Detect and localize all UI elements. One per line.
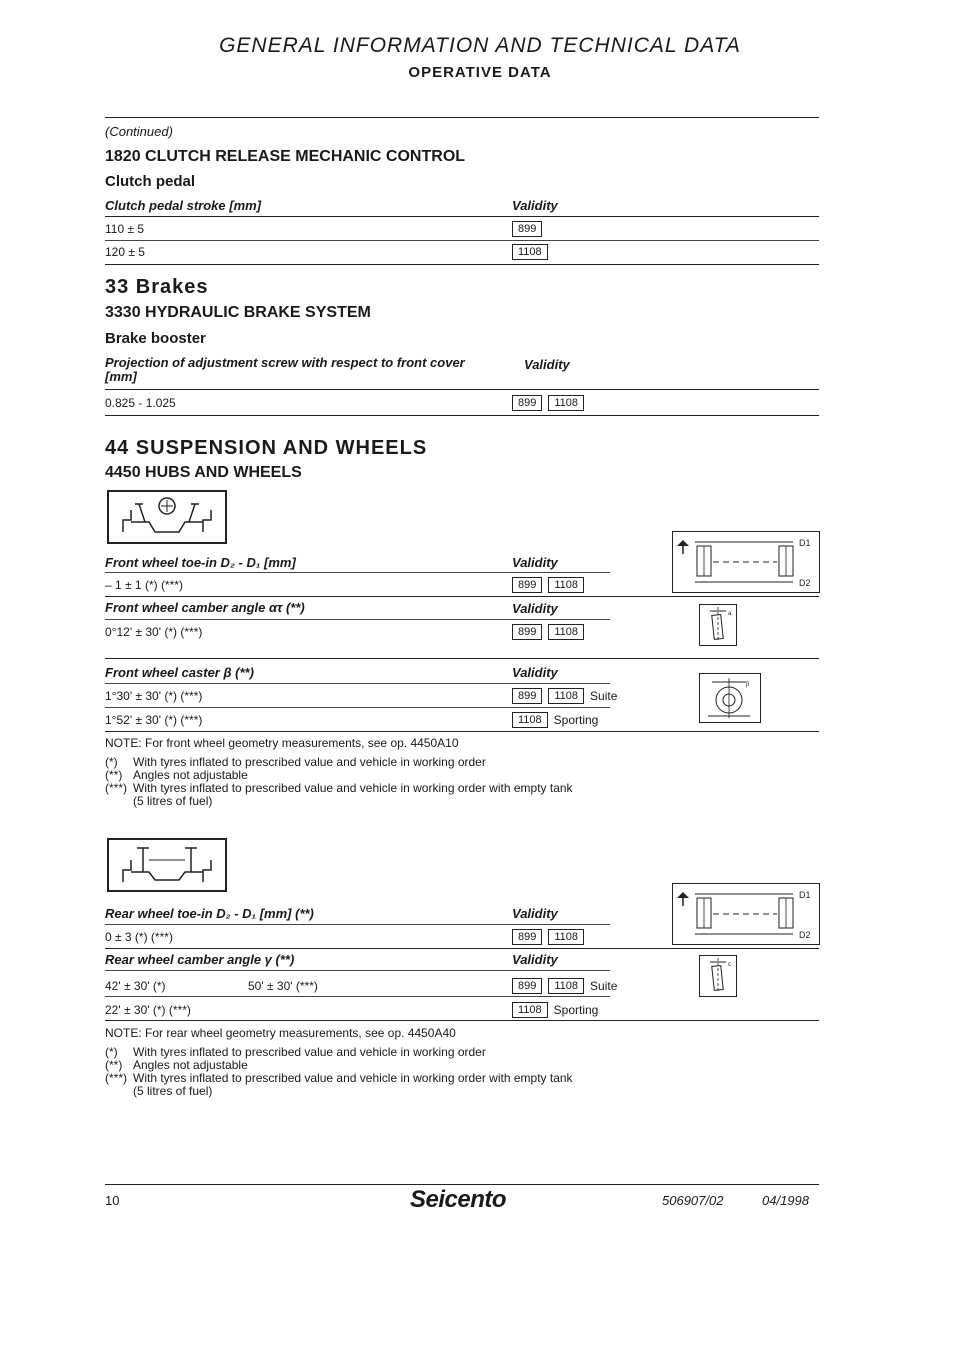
footer-rule	[105, 1184, 819, 1185]
rear-camber-validity-2	[512, 1002, 598, 1018]
clutch-section-title: 1820 CLUTCH RELEASE MECHANIC CONTROL	[105, 148, 466, 165]
footnote-key: (***)	[105, 781, 128, 795]
validity-code: 899	[512, 395, 542, 411]
validity-code: 899	[512, 221, 542, 237]
d2-label: D2	[799, 578, 811, 588]
rear-toe-validity-header: Validity	[512, 906, 558, 921]
version-label: Sporting	[553, 1003, 599, 1017]
divider	[105, 216, 819, 217]
footnote-text: (5 litres of fuel)	[133, 1084, 213, 1098]
rear-geometry-note: NOTE: For rear wheel geometry measurements, see op. 4450A40	[105, 1026, 456, 1040]
document-code: 506907/02	[662, 1193, 724, 1208]
rear-footnotes	[105, 1046, 745, 1098]
footnote-key: (*)	[105, 755, 118, 769]
rear-camber-validity-header: Validity	[512, 952, 558, 967]
suspension-section-title: 4450 HUBS AND WHEELS	[105, 464, 302, 481]
continued-label: (Continued)	[105, 124, 173, 139]
param-line-2: [mm]	[105, 369, 137, 384]
brakes-validity-header: Validity	[524, 357, 570, 372]
front-caster-validity-2	[512, 712, 598, 728]
page-title: GENERAL INFORMATION AND TECHNICAL DATA	[219, 34, 741, 57]
validity-code: 1108	[548, 577, 584, 593]
validity-code: 899	[512, 624, 542, 640]
brakes-section-title: 3330 HYDRAULIC BRAKE SYSTEM	[105, 304, 371, 321]
divider	[105, 996, 610, 997]
front-toe-validity-header: Validity	[512, 555, 558, 570]
rear-axle-icon	[107, 838, 227, 892]
divider	[105, 731, 819, 732]
header-rule	[105, 117, 819, 118]
front-caster-value-1: 1°30' ± 30' (*) (***)	[105, 689, 203, 703]
validity-code: 1108	[548, 395, 584, 411]
rear-camber-value-2: 22' ± 30' (*) (***)	[105, 1003, 191, 1017]
clutch-param-header: Clutch pedal stroke [mm]	[105, 198, 262, 213]
validity-code: 899	[512, 978, 542, 994]
footnote-text: With tyres inflated to prescribed value and vehicle in working order	[133, 1045, 486, 1059]
validity-code: 1108	[548, 688, 584, 704]
footnote	[105, 795, 745, 808]
rear-camber-header: Rear wheel camber angle γ (**)	[105, 952, 295, 967]
divider	[105, 572, 610, 573]
rear-toe-validity	[512, 929, 590, 945]
divider	[105, 415, 819, 416]
divider	[105, 264, 819, 265]
version-label: Sporting	[553, 713, 599, 727]
page-number: 10	[105, 1193, 120, 1208]
clutch-value-1: 110 ± 5	[105, 222, 145, 236]
divider	[105, 658, 819, 659]
d1-label: D1	[799, 890, 811, 900]
camber-diagram-rear	[699, 955, 737, 997]
divider	[105, 970, 610, 971]
rear-toe-header: Rear wheel toe-in D₂ - D₁ [mm] (**)	[105, 906, 314, 921]
d2-label: D2	[799, 930, 811, 940]
validity-code: 1108	[548, 624, 584, 640]
clutch-value-2: 120 ± 5	[105, 245, 145, 259]
divider	[105, 948, 819, 949]
clutch-validity-header: Validity	[512, 198, 558, 213]
front-caster-validity-header: Validity	[512, 665, 558, 680]
validity-code: 1108	[512, 244, 548, 260]
divider	[105, 240, 819, 241]
footnote-text: With tyres inflated to prescribed value and vehicle in working order	[133, 755, 486, 769]
suspension-chapter-title: 44 SUSPENSION AND WHEELS	[105, 437, 428, 459]
front-camber-value: 0°12' ± 30' (*) (***)	[105, 625, 203, 639]
footnote-text: With tyres inflated to prescribed value and vehicle in working order with empty tank	[133, 781, 573, 795]
brakes-chapter-title: 33 Brakes	[105, 276, 209, 298]
param-line-1: Projection of adjustment screw with respect to front cover	[105, 355, 465, 370]
divider	[105, 707, 610, 708]
front-toe-validity	[512, 577, 590, 593]
validity-code: 1108	[548, 929, 584, 945]
validity-code: 899	[512, 577, 542, 593]
brand-logo: Seicento	[410, 1186, 507, 1213]
footnote-key: (*)	[105, 1045, 118, 1059]
validity-code: 899	[512, 929, 542, 945]
footnote	[105, 1085, 745, 1098]
camber-c-label: c	[728, 962, 731, 968]
validity-code: 1108	[548, 978, 584, 994]
front-camber-header: Front wheel camber angle ατ (**)	[105, 600, 305, 615]
front-caster-value-2: 1°52' ± 30' (*) (***)	[105, 713, 203, 727]
front-caster-validity-1	[512, 688, 617, 704]
clutch-validity-2	[512, 244, 554, 260]
rear-toe-value: 0 ± 3 (*) (***)	[105, 930, 173, 944]
divider	[105, 596, 819, 597]
front-toe-header: Front wheel toe-in D₂ - D₁ [mm]	[105, 555, 296, 570]
caster-b-label: β	[746, 682, 750, 688]
version-label: Suite	[590, 689, 618, 703]
rear-camber-value-1: 42' ± 30' (*)	[105, 979, 166, 993]
brakes-subsection-title: Brake booster	[105, 330, 206, 347]
version-label: Suite	[590, 979, 618, 993]
brakes-param-header	[105, 356, 515, 384]
divider	[105, 924, 610, 925]
footnote-key: (**)	[105, 768, 123, 782]
divider	[105, 619, 610, 620]
toe-in-diagram-rear	[672, 883, 820, 945]
clutch-validity-1	[512, 221, 548, 237]
d1-label: D1	[799, 538, 811, 548]
clutch-subsection-title: Clutch pedal	[105, 173, 196, 190]
brakes-value: 0.825 - 1.025	[105, 396, 176, 410]
camber-diagram-front	[699, 604, 737, 646]
front-geometry-note: NOTE: For front wheel geometry measurements, see op. 4450A10	[105, 736, 459, 750]
front-camber-validity-header: Validity	[512, 601, 558, 616]
document-date: 04/1998	[762, 1193, 809, 1208]
toe-in-diagram-front	[672, 531, 820, 593]
footnote-text: Angles not adjustable	[133, 1058, 248, 1072]
rear-camber-validity-1	[512, 978, 617, 994]
validity-code: 1108	[512, 1002, 548, 1018]
validity-code: 899	[512, 688, 542, 704]
footnote-key: (**)	[105, 1058, 123, 1072]
front-toe-value: – 1 ± 1 (*) (***)	[105, 578, 183, 592]
footnote-key	[105, 1085, 133, 1098]
front-camber-validity	[512, 624, 590, 640]
front-axle-icon	[107, 490, 227, 544]
divider	[105, 1020, 819, 1021]
footnote-text: With tyres inflated to prescribed value and vehicle in working order with empty tank	[133, 1071, 573, 1085]
camber-a-label: a	[728, 611, 732, 617]
validity-code: 1108	[512, 712, 548, 728]
footnote-key	[105, 795, 133, 808]
rear-camber-value-1b: 50' ± 30' (***)	[248, 979, 318, 993]
footnote-text: Angles not adjustable	[133, 768, 248, 782]
caster-diagram	[699, 673, 761, 723]
footnote-key: (***)	[105, 1071, 128, 1085]
page-subtitle: OPERATIVE DATA	[408, 64, 552, 81]
brakes-validity	[512, 395, 590, 411]
divider	[105, 683, 610, 684]
divider	[105, 389, 819, 390]
footnote-text: (5 litres of fuel)	[133, 794, 213, 808]
front-caster-header: Front wheel caster β (**)	[105, 665, 254, 680]
front-footnotes	[105, 756, 745, 808]
